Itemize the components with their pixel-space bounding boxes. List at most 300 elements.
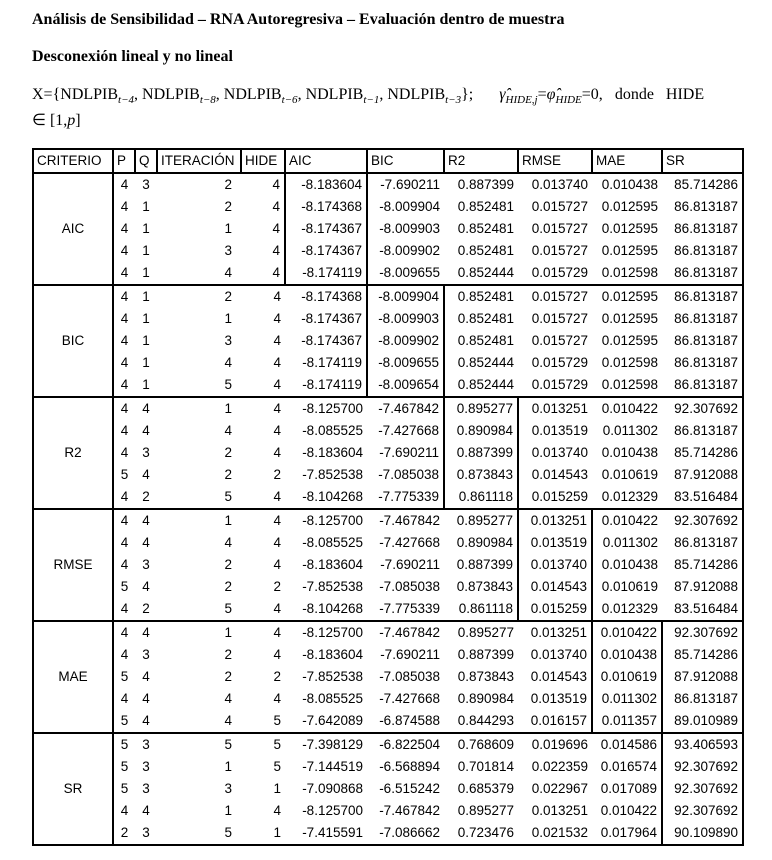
- cell-hide: 5: [241, 710, 285, 733]
- cell-sr: 89.010989: [662, 710, 743, 733]
- cell-rmse: 0.015727: [518, 285, 592, 308]
- cell-p: 4: [113, 330, 135, 352]
- cell-iter: 2: [157, 285, 241, 308]
- table-row: [33, 800, 743, 822]
- cell-hide: 4: [272, 199, 280, 214]
- cell-mae: 0.011302: [592, 688, 662, 710]
- table-row: [33, 330, 743, 352]
- cell-aic: -8.174367: [301, 333, 362, 348]
- cell-hide: 4: [273, 535, 281, 550]
- cell-bic: -7.427668: [379, 691, 440, 706]
- cell-rmse: 0.015729: [518, 262, 592, 285]
- table-row: [33, 778, 743, 800]
- cell-p: 4: [113, 374, 135, 397]
- cell-mae: 0.012329: [592, 486, 662, 509]
- cell-r2: 0.852481: [457, 311, 514, 326]
- column-header-rmse: RMSE: [518, 149, 592, 173]
- cell-hide: 4: [241, 285, 285, 308]
- cell-sr: 86.813187: [662, 688, 743, 710]
- formula-text: HIDE: [665, 86, 705, 103]
- cell-q: 1: [142, 221, 150, 236]
- table-row: [33, 173, 743, 196]
- table-row: [33, 420, 743, 442]
- cell-aic: -8.085525: [302, 535, 363, 550]
- formula-subscript: HIDE,j: [505, 94, 538, 107]
- table-row: [33, 285, 743, 308]
- cell-sr: 92.307692: [662, 800, 743, 822]
- cell-q: 3: [135, 822, 157, 845]
- cell-aic: -8.174367: [285, 218, 367, 240]
- cell-rmse: 0.013519: [518, 532, 592, 554]
- model-formula: [32, 82, 752, 134]
- cell-aic: -8.085525: [302, 691, 363, 706]
- cell-aic: -8.125700: [285, 509, 367, 532]
- cell-r2: 0.861118: [444, 598, 518, 621]
- cell-r2: 0.895277: [444, 621, 518, 644]
- cell-sr: 86.813187: [662, 420, 743, 442]
- cell-iter: 4: [224, 355, 232, 370]
- column-header-sr: SR: [662, 149, 743, 173]
- cell-bic: -6.568894: [379, 759, 440, 774]
- cell-bic: -6.822504: [367, 733, 444, 756]
- table-row: [33, 576, 743, 598]
- cell-aic: -8.174119: [285, 262, 367, 285]
- column-header-q: Q: [135, 149, 157, 173]
- table-row: [33, 240, 743, 262]
- table-row: [33, 464, 743, 486]
- cell-p: 5: [113, 576, 135, 598]
- cell-sr: 87.912088: [662, 576, 743, 598]
- cell-mae: 0.010438: [592, 644, 662, 666]
- cell-p: 4: [113, 800, 135, 822]
- cell-p: 4: [113, 218, 135, 240]
- column-header-criterio: CRITERIO: [33, 149, 113, 173]
- cell-rmse: 0.016157: [518, 710, 592, 733]
- cell-p: 4: [113, 173, 135, 196]
- formula-spacer: [603, 98, 615, 99]
- table-row: [33, 532, 743, 554]
- cell-mae: 0.010438: [601, 557, 658, 572]
- cell-r2: 0.890984: [444, 420, 518, 442]
- cell-iter: 1: [157, 621, 241, 644]
- cell-hide: 4: [241, 486, 285, 509]
- column-header-p: P: [113, 149, 135, 173]
- cell-rmse: 0.014543: [518, 576, 592, 598]
- cell-mae: 0.012595: [601, 311, 658, 326]
- table-row: [33, 262, 743, 285]
- cell-r2: 0.890984: [457, 691, 514, 706]
- cell-mae: 0.012595: [601, 243, 658, 258]
- cell-r2: 0.844293: [444, 710, 518, 733]
- cell-bic: -6.874588: [367, 710, 444, 733]
- cell-sr: 85.714286: [662, 442, 743, 464]
- cell-q: 4: [135, 710, 157, 733]
- cell-bic: -8.009655: [367, 262, 444, 285]
- cell-r2: 0.895277: [444, 509, 518, 532]
- cell-rmse: 0.013740: [530, 647, 587, 662]
- cell-p: 5: [113, 666, 135, 688]
- cell-bic: -7.427668: [379, 535, 440, 550]
- column-header-aic: AIC: [285, 149, 367, 173]
- cell-bic: -7.085038: [378, 467, 439, 482]
- cell-sr: 92.307692: [662, 397, 743, 420]
- cell-r2: 0.852481: [457, 199, 514, 214]
- cell-hide: 5: [241, 733, 285, 756]
- cell-p: 5: [113, 778, 135, 800]
- formula-line: [32, 82, 752, 108]
- formula-text: , NDLPIB: [297, 86, 364, 103]
- criterio-label-r2: R2: [33, 397, 113, 509]
- cell-p: 4: [113, 420, 135, 442]
- cell-p: 4: [113, 240, 135, 262]
- cell-sr: 86.813187: [662, 240, 743, 262]
- cell-hide: 5: [273, 759, 281, 774]
- cell-r2: 0.873843: [444, 464, 518, 486]
- cell-mae: 0.014586: [592, 733, 662, 756]
- cell-iter: 1: [224, 221, 232, 236]
- cell-bic: -7.775339: [367, 486, 444, 509]
- cell-r2: 0.723476: [444, 822, 518, 845]
- formula-text: ]: [75, 112, 81, 129]
- table-row: [33, 644, 743, 666]
- cell-iter: 1: [224, 759, 232, 774]
- cell-sr: 86.813187: [662, 308, 743, 330]
- column-header-hide: HIDE: [241, 149, 285, 173]
- cell-aic: -8.183604: [302, 445, 363, 460]
- cell-bic: -8.009902: [379, 243, 440, 258]
- cell-hide: 1: [273, 781, 281, 796]
- cell-r2: 0.852481: [457, 243, 514, 258]
- cell-iter: 4: [224, 535, 232, 550]
- cell-rmse: 0.015259: [518, 598, 592, 621]
- cell-bic: -7.085038: [379, 669, 440, 684]
- cell-sr: 85.714286: [662, 644, 743, 666]
- cell-aic: -8.174368: [285, 285, 367, 308]
- cell-mae: 0.016574: [600, 759, 657, 774]
- cell-p: 4: [113, 486, 135, 509]
- cell-bic: -8.009903: [367, 308, 444, 330]
- cell-rmse: 0.013251: [518, 397, 592, 420]
- cell-rmse: 0.013740: [531, 445, 588, 460]
- cell-iter: 2: [224, 445, 232, 460]
- column-header-iter: ITERACIÓN: [157, 149, 241, 173]
- cell-rmse: 0.015259: [518, 486, 592, 509]
- table-body: [33, 173, 743, 845]
- cell-hide: 4: [273, 803, 281, 818]
- cell-bic: -7.467842: [379, 803, 440, 818]
- page-title: Análisis de Sensibilidad – RNA Autoregresiva – Evaluación dentro de muestra: [32, 11, 565, 28]
- cell-bic: -7.690211: [380, 557, 440, 572]
- cell-iter: 4: [157, 710, 241, 733]
- formula-subscript: t−4: [118, 94, 135, 107]
- cell-q: 1: [135, 285, 157, 308]
- cell-q: 4: [142, 423, 150, 438]
- formula-text: =0,: [581, 86, 603, 103]
- cell-rmse: 0.015727: [531, 221, 588, 236]
- table-row: [33, 554, 743, 576]
- cell-rmse: 0.019696: [518, 733, 592, 756]
- cell-hide: 2: [273, 579, 281, 594]
- cell-p: 4: [113, 397, 135, 420]
- cell-q: 2: [135, 598, 157, 621]
- cell-aic: -7.852538: [302, 467, 363, 482]
- criterio-label-bic: BIC: [33, 285, 113, 397]
- cell-bic: -8.009903: [379, 221, 440, 236]
- cell-bic: -7.690211: [379, 445, 439, 460]
- formula-subscript: t−3: [445, 94, 462, 107]
- cell-p: 2: [113, 822, 135, 845]
- cell-iter: 3: [224, 333, 232, 348]
- cell-q: 4: [142, 803, 150, 818]
- cell-mae: 0.010422: [592, 509, 662, 532]
- cell-sr: 86.813187: [662, 196, 743, 218]
- formula-text: ∈ [1,: [32, 112, 68, 129]
- column-header-bic: BIC: [367, 149, 444, 173]
- cell-hide: 4: [273, 355, 281, 370]
- cell-q: 3: [142, 759, 150, 774]
- cell-aic: -8.174367: [285, 240, 367, 262]
- cell-mae: 0.012595: [601, 333, 658, 348]
- cell-mae: 0.010438: [601, 445, 658, 460]
- formula-subscript: HIDE: [555, 94, 582, 107]
- cell-mae: 0.010619: [601, 467, 658, 482]
- cell-r2: 0.887399: [444, 173, 518, 196]
- cell-hide: 2: [273, 669, 281, 684]
- cell-aic: -8.174119: [285, 374, 367, 397]
- cell-q: 4: [135, 509, 157, 532]
- cell-hide: 4: [273, 333, 281, 348]
- cell-p: 4: [113, 644, 135, 666]
- cell-bic: -7.467842: [367, 397, 444, 420]
- formula-text: , NDLPIB: [379, 86, 446, 103]
- table-header: [33, 149, 743, 173]
- cell-rmse: 0.015729: [518, 374, 592, 397]
- cell-p: 4: [113, 352, 135, 374]
- table-row: [33, 666, 743, 688]
- cell-bic: -7.427668: [378, 423, 439, 438]
- cell-q: 3: [142, 781, 150, 796]
- cell-mae: 0.012598: [601, 355, 658, 370]
- cell-bic: -8.009902: [367, 330, 444, 352]
- table-row: [33, 442, 743, 464]
- cell-rmse: 0.021532: [518, 822, 592, 845]
- cell-aic: -8.085525: [302, 423, 363, 438]
- cell-r2: 0.852444: [444, 374, 518, 397]
- cell-r2: 0.685379: [457, 781, 514, 796]
- cell-r2: 0.768609: [444, 733, 518, 756]
- cell-hide: 4: [241, 397, 285, 420]
- cell-q: 3: [142, 557, 150, 572]
- cell-sr: 86.813187: [662, 285, 743, 308]
- cell-mae: 0.010422: [600, 803, 657, 818]
- cell-q: 1: [142, 311, 150, 326]
- cell-mae: 0.011302: [602, 535, 658, 550]
- cell-hide: 4: [241, 598, 285, 621]
- cell-q: 1: [142, 333, 150, 348]
- cell-mae: 0.010438: [592, 173, 662, 196]
- header-row: [33, 149, 743, 173]
- formula-spacer: [473, 98, 499, 99]
- cell-q: 4: [142, 467, 150, 482]
- cell-iter: 1: [157, 509, 241, 532]
- cell-p: 4: [113, 196, 135, 218]
- cell-iter: 5: [157, 822, 241, 845]
- table-row: [33, 308, 743, 330]
- page-subtitle: Desconexión lineal y no lineal: [32, 48, 233, 65]
- cell-mae: 0.010619: [592, 666, 662, 688]
- cell-r2: 0.895277: [457, 803, 514, 818]
- cell-p: 4: [113, 532, 135, 554]
- cell-r2: 0.887399: [456, 557, 513, 572]
- cell-mae: 0.017089: [600, 781, 657, 796]
- cell-q: 4: [142, 691, 150, 706]
- formula-text: , NDLPIB: [134, 86, 200, 103]
- cell-r2: 0.887399: [444, 442, 518, 464]
- table-row: [33, 733, 743, 756]
- cell-rmse: 0.015727: [531, 311, 588, 326]
- cell-iter: 5: [157, 733, 241, 756]
- cell-bic: -7.690211: [367, 173, 444, 196]
- cell-p: 5: [113, 733, 135, 756]
- formula-subscript: t−6: [281, 94, 298, 107]
- cell-p: 5: [113, 710, 135, 733]
- formula-spacer: [654, 98, 666, 99]
- cell-mae: 0.011302: [602, 423, 658, 438]
- cell-rmse: 0.013740: [518, 554, 592, 576]
- cell-q: 4: [142, 669, 150, 684]
- criterio-label-aic: AIC: [33, 173, 113, 285]
- cell-sr: 85.714286: [662, 554, 743, 576]
- cell-iter: 2: [224, 579, 232, 594]
- cell-q: 1: [142, 355, 150, 370]
- cell-hide: 4: [241, 374, 285, 397]
- cell-iter: 2: [224, 557, 232, 572]
- cell-sr: 92.307692: [662, 778, 743, 800]
- cell-rmse: 0.014543: [531, 467, 588, 482]
- cell-aic: -8.125700: [285, 397, 367, 420]
- table-row: [33, 352, 743, 374]
- cell-hide: 4: [273, 557, 281, 572]
- cell-mae: 0.012595: [601, 199, 658, 214]
- cell-bic: -7.690211: [380, 647, 440, 662]
- cell-p: 4: [113, 688, 135, 710]
- cell-aic: -7.852538: [302, 579, 363, 594]
- cell-hide: 2: [273, 467, 281, 482]
- cell-sr: 86.813187: [662, 352, 743, 374]
- column-header-mae: MAE: [592, 149, 662, 173]
- cell-mae: 0.010422: [592, 397, 662, 420]
- cell-q: 3: [135, 733, 157, 756]
- cell-iter: 5: [157, 374, 241, 397]
- cell-p: 4: [113, 621, 135, 644]
- cell-sr: 86.813187: [662, 218, 743, 240]
- formula-line: [32, 108, 752, 134]
- cell-aic: -8.174368: [285, 196, 367, 218]
- cell-rmse: 0.015727: [531, 333, 588, 348]
- cell-sr: 90.109890: [662, 822, 743, 845]
- cell-bic: -8.009904: [379, 199, 440, 214]
- cell-mae: 0.010619: [601, 579, 658, 594]
- table-row: [33, 621, 743, 644]
- cell-p: 5: [113, 464, 135, 486]
- cell-mae: 0.011357: [592, 710, 662, 733]
- cell-sr: 92.307692: [662, 621, 743, 644]
- cell-aic: -8.174119: [302, 355, 362, 370]
- cell-hide: 4: [241, 173, 285, 196]
- cell-sr: 93.406593: [662, 733, 743, 756]
- cell-bic: -7.467842: [367, 509, 444, 532]
- cell-p: 4: [113, 598, 135, 621]
- cell-hide: 1: [241, 822, 285, 845]
- cell-hide: 4: [273, 423, 281, 438]
- cell-r2: 0.873843: [456, 579, 513, 594]
- cell-sr: 87.912088: [662, 464, 743, 486]
- cell-bic: -7.467842: [367, 621, 444, 644]
- cell-sr: 86.813187: [662, 262, 743, 285]
- cell-mae: 0.012329: [592, 598, 662, 621]
- cell-iter: 2: [157, 173, 241, 196]
- cell-p: 4: [113, 509, 135, 532]
- cell-iter: 3: [224, 243, 232, 258]
- cell-hide: 4: [241, 621, 285, 644]
- cell-r2: 0.852444: [444, 262, 518, 285]
- cell-aic: -8.183604: [302, 647, 363, 662]
- cell-r2: 0.852481: [457, 221, 514, 236]
- table-row: [33, 598, 743, 621]
- table-row: [33, 688, 743, 710]
- cell-r2: 0.852481: [444, 285, 518, 308]
- cell-q: 3: [135, 173, 157, 196]
- cell-iter: 2: [224, 467, 232, 482]
- sensitivity-analysis-table: [32, 148, 744, 846]
- cell-bic: -8.009655: [367, 352, 444, 374]
- cell-q: 3: [142, 445, 150, 460]
- cell-q: 1: [142, 199, 150, 214]
- cell-p: 4: [113, 442, 135, 464]
- cell-hide: 4: [273, 311, 281, 326]
- formula-text: p: [67, 112, 76, 129]
- cell-rmse: 0.015727: [531, 199, 588, 214]
- cell-q: 4: [142, 535, 150, 550]
- cell-r2: 0.890984: [456, 535, 513, 550]
- table-row: [33, 397, 743, 420]
- cell-hide: 4: [273, 445, 281, 460]
- cell-r2: 0.701814: [457, 759, 514, 774]
- cell-q: 1: [135, 262, 157, 285]
- table-row: [33, 710, 743, 733]
- cell-r2: 0.873843: [457, 669, 514, 684]
- cell-iter: 3: [224, 781, 232, 796]
- cell-bic: -8.009654: [367, 374, 444, 397]
- cell-aic: -8.174367: [301, 311, 362, 326]
- cell-iter: 2: [224, 647, 232, 662]
- cell-r2: 0.852481: [457, 333, 514, 348]
- cell-rmse: 0.022359: [531, 759, 588, 774]
- formula-text: , NDLPIB: [215, 86, 282, 103]
- cell-hide: 4: [241, 262, 285, 285]
- cell-q: 2: [135, 486, 157, 509]
- cell-hide: 4: [272, 243, 280, 258]
- cell-p: 4: [113, 262, 135, 285]
- formula-text: φ̂: [546, 86, 556, 103]
- cell-bic: -7.775339: [367, 598, 444, 621]
- table-row: [33, 218, 743, 240]
- cell-iter: 1: [157, 397, 241, 420]
- cell-rmse: 0.015727: [531, 243, 588, 258]
- cell-p: 4: [113, 554, 135, 576]
- cell-sr: 86.813187: [662, 532, 743, 554]
- formula-text: X={NDLPIB: [32, 86, 119, 103]
